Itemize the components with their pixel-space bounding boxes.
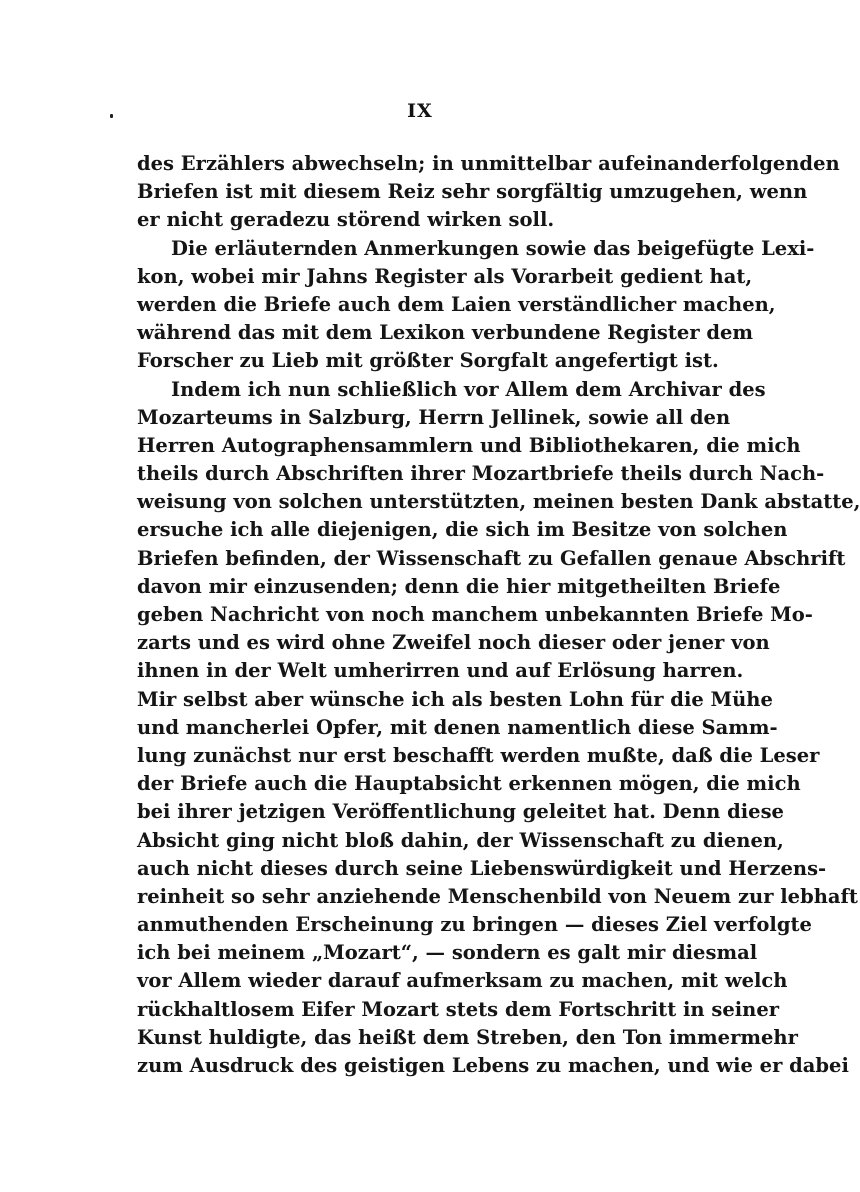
text-line: ersuche ich alle diejenigen, die sich im Besitze von solchen	[137, 518, 788, 542]
text-line: Die erläuternden Anmerkungen sowie das beigefügte Lexi-	[171, 236, 815, 260]
text-line: rückhaltlosem Eifer Mozart stets dem Fortschritt in seiner	[137, 997, 780, 1021]
text-line: theils durch Abschriften ihrer Mozartbriefe theils durch Nach-	[137, 462, 825, 486]
text-line: Kunst huldigte, das heißt dem Streben, den Ton immermehr	[137, 1025, 798, 1049]
text-line: werden die Briefe auch dem Laien verständlicher machen,	[137, 292, 776, 316]
text-line: bei ihrer jetzigen Veröffentlichung geleitet hat. Denn diese	[137, 800, 784, 824]
text-line: Forscher zu Lieb mit größter Sorgfalt angefertigt ist.	[137, 349, 719, 373]
text-line: ihnen in der Welt umherirren und auf Erlösung harren.	[137, 659, 744, 683]
text-line: Briefen befinden, der Wissenschaft zu Gefallen genaue Abschrift	[137, 546, 846, 570]
text-line: und mancherlei Opfer, mit denen namentlich diese Samm-	[137, 715, 778, 739]
text-line: Indem ich nun schließlich vor Allem dem Archivar des	[171, 377, 766, 401]
text-line: während das mit dem Lexikon verbundene Register dem	[137, 321, 754, 345]
text-line: des Erzählers abwechseln; in unmittelbar aufeinanderfolgenden	[137, 152, 840, 175]
text-line: vor Allem wieder darauf aufmerksam zu machen, mit welch	[137, 969, 788, 993]
text-line: reinheit so sehr anziehende Menschenbild von Neuem zur lebhaft	[137, 884, 858, 908]
text-line: ich bei meinem „Mozart“, — sondern es galt mir diesmal	[137, 941, 758, 965]
text-line: zum Ausdruck des geistigen Lebens zu machen, und wie er dabei	[137, 1054, 849, 1077]
text-line: auch nicht dieses durch seine Liebenswürdigkeit und Herzens-	[137, 856, 827, 880]
text-line: kon, wobei mir Jahns Register als Vorarbeit gedient hat,	[137, 264, 753, 288]
text-line: Absicht ging nicht bloß dahin, der Wissenschaft zu dienen,	[137, 828, 784, 852]
text-line: Mozarteums in Salzburg, Herrn Jellinek, sowie all den	[137, 405, 731, 429]
text-line: davon mir einzusenden; denn die hier mitgetheilten Briefe	[137, 574, 781, 598]
text-line: weisung von solchen unterstützten, meinen besten Dank abstatte,	[137, 490, 860, 514]
text-line: Briefen ist mit diesem Reiz sehr sorgfältig umzugehen, wenn	[137, 180, 808, 204]
page-number: IX	[407, 100, 433, 122]
text-line: Herren Autographensammlern und Bibliothekaren, die mich	[137, 433, 801, 457]
text-line: geben Nachricht von noch manchem unbekannten Briefe Mo-	[137, 603, 813, 626]
body-text	[137, 150, 860, 1080]
text-line: Mir selbst aber wünsche ich als besten Lohn für die Mühe	[137, 687, 773, 711]
text-line: anmuthenden Erscheinung zu bringen — dieses Ziel verfolgte	[137, 913, 812, 937]
text-line: er nicht geradezu störend wirken soll.	[137, 208, 555, 232]
text-line: zarts und es wird ohne Zweifel noch dieser oder jener von	[137, 631, 770, 655]
text-line: lung zunächst nur erst beschafft werden mußte, daß die Leser	[137, 743, 820, 767]
text-line: der Briefe auch die Hauptabsicht erkennen mögen, die mich	[137, 772, 801, 796]
